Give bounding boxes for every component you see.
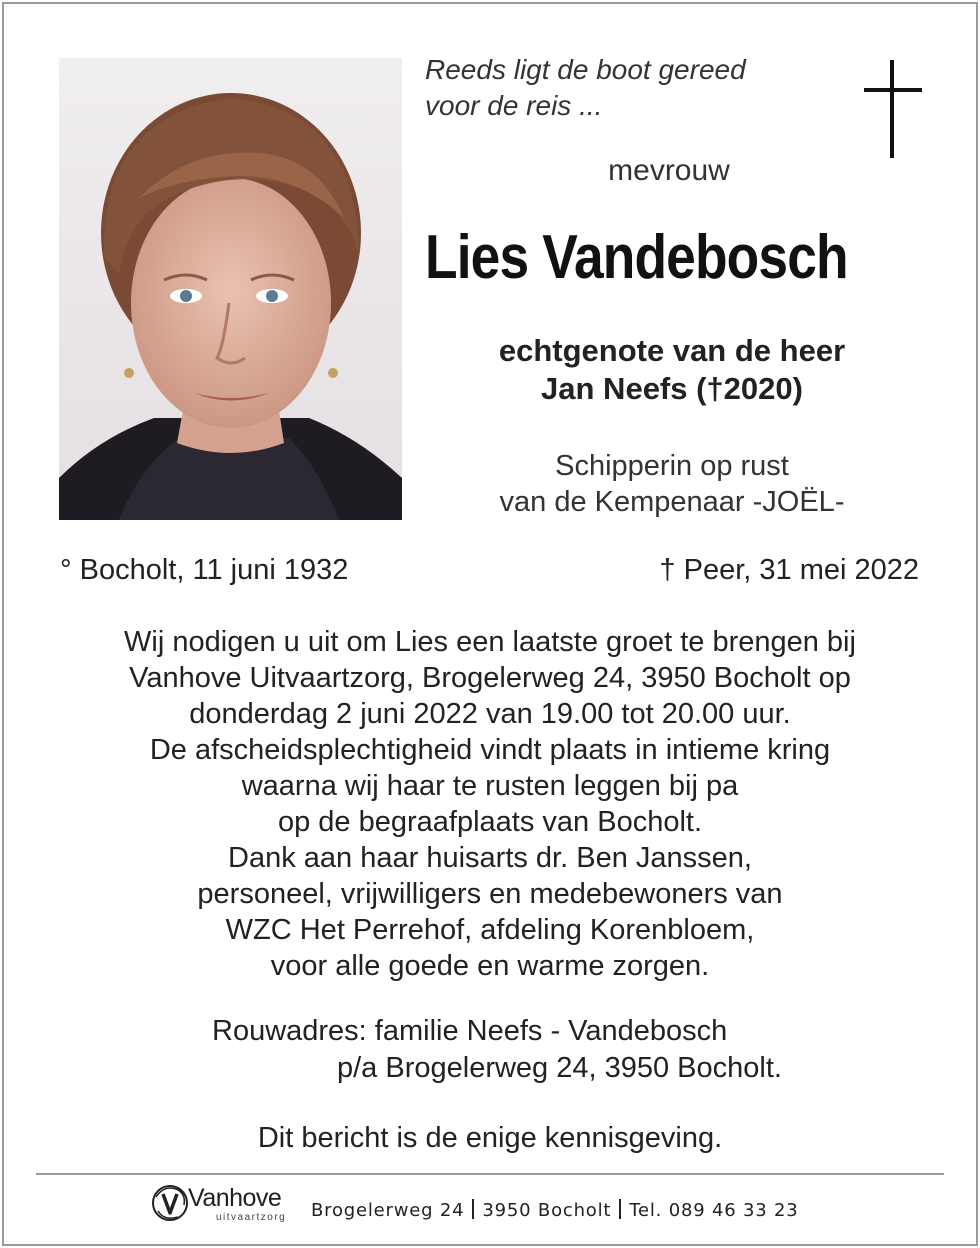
body-line: op de begraafplaats van Bocholt. [277,806,703,838]
body-line: Vanhove Uitvaartzorg, Brogelerweg 24, 3950 Bocholt op [129,662,851,694]
logo-name: Vanhove [188,1184,282,1212]
cross-icon [864,60,922,158]
motto-line-1: Reeds ligt de boot gereed [425,54,746,85]
footer-address: Brogelerweg 24 [311,1200,465,1221]
birth-date: ° Bocholt, 11 juni 1932 [60,554,349,586]
body-line: waarna wij haar te rusten leggen bij pa [241,770,739,802]
body-line: voor alle goede en warme zorgen. [270,950,710,982]
footer-phone: Tel. 089 46 33 23 [629,1200,799,1221]
spouse-line-1: echtgenote van de heer [498,333,846,368]
motto-line-2: voor de reis ... [425,90,603,121]
footer-city: 3950 Bocholt [482,1200,612,1221]
body-line: WZC Het Perrehof, afdeling Korenbloem, [225,914,755,946]
occupation-info [425,448,919,520]
body-line: donderdag 2 juni 2022 van 19.00 tot 20.00 uur. [189,698,791,730]
salutation: mevrouw [608,154,730,187]
logo-subtitle: uitvaartzorg [216,1212,287,1223]
footer-separator [472,1199,474,1219]
footer-divider [36,1173,944,1175]
spouse-line-2: Jan Neefs (†2020) [541,371,803,406]
motto-verse [425,52,825,124]
body-line: personeel, vrijwilligers en medebewoners van [197,878,783,910]
notice-text: Dit bericht is de enige kennisgeving. [257,1122,723,1154]
footer-separator [619,1199,621,1219]
mourning-address-line-2: p/a Brogelerweg 24, 3950 Bocholt. [337,1052,782,1084]
body-line: Wij nodigen u uit om Lies een laatste groet te brengen bij [124,626,856,658]
body-line: Dank aan haar huisarts dr. Ben Janssen, [228,842,752,874]
deceased-name: Lies Vandebosch [425,223,848,292]
spouse-info [425,332,919,408]
vanhove-logo [150,1180,300,1228]
death-date: † Peer, 31 mei 2022 [659,554,919,586]
body-line: De afscheidsplechtigheid vindt plaats in intieme kring [149,734,831,766]
invitation-text [60,624,920,984]
vanhove-logo-icon [150,1183,190,1223]
mourning-address-line-1: Rouwadres: familie Neefs - Vandebosch [212,1015,728,1047]
occupation-line-1: Schipperin op rust [555,450,789,482]
portrait-photo [59,58,402,520]
footer-contact [311,1199,799,1221]
occupation-line-2: van de Kempenaar -JOËL- [499,486,845,518]
